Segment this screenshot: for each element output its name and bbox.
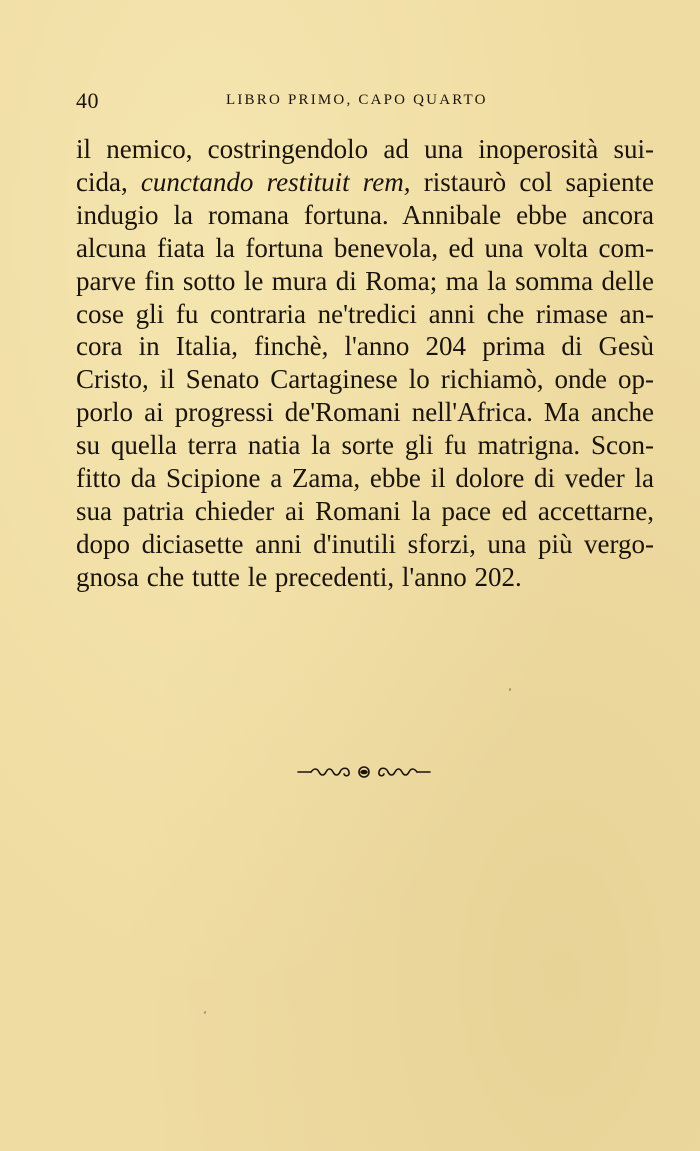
text-line: parve fin sotto le mura di Roma; ma la somma delle <box>76 265 654 296</box>
text-line: Cristo, il Senato Cartaginese lo richiamò, onde op- <box>76 364 654 395</box>
printers-ornament-icon <box>297 764 431 780</box>
text-line: su quella terra natia la sorte gli fu matrigna. Scon- <box>76 430 654 461</box>
text-line: gnosa che tutte le precedenti, l'anno 202. <box>76 561 522 592</box>
text-fragment: cida, <box>76 166 128 197</box>
text-line: indugio la romana fortuna. Annibale ebbe ancora <box>76 199 654 230</box>
text-line: sua patria chieder ai Romani la pace ed accettarne, <box>76 495 654 526</box>
text-line: alcuna fiata la fortuna benevola, ed una volta com- <box>76 232 654 263</box>
text-fragment: ristaurò col sapiente <box>423 166 654 197</box>
paper-speck <box>203 1011 206 1015</box>
text-line: cose gli fu contraria ne'tredici anni che rimase an- <box>76 298 654 329</box>
text-line: fitto da Scipione a Zama, ebbe il dolore di veder la <box>76 463 654 494</box>
italic-latin-phrase: cunctando restituit rem, <box>140 166 411 197</box>
paper-speck <box>509 688 511 691</box>
running-head <box>76 88 654 118</box>
page-number: 40 <box>76 88 99 113</box>
text-line: dopo diciasette anni d'inutili sforzi, una più vergo- <box>76 528 654 559</box>
body-text <box>76 133 654 594</box>
text-line: porlo ai progressi de'Romani nell'Africa. Ma anche <box>76 397 654 428</box>
running-title: LIBRO PRIMO, CAPO QUARTO <box>226 92 488 108</box>
text-line: cora in Italia, finchè, l'anno 204 prima di Gesù <box>76 331 654 362</box>
text-line: il nemico, costringendolo ad una inoperosità sui- <box>76 134 654 164</box>
text-line-with-italic <box>76 166 654 199</box>
